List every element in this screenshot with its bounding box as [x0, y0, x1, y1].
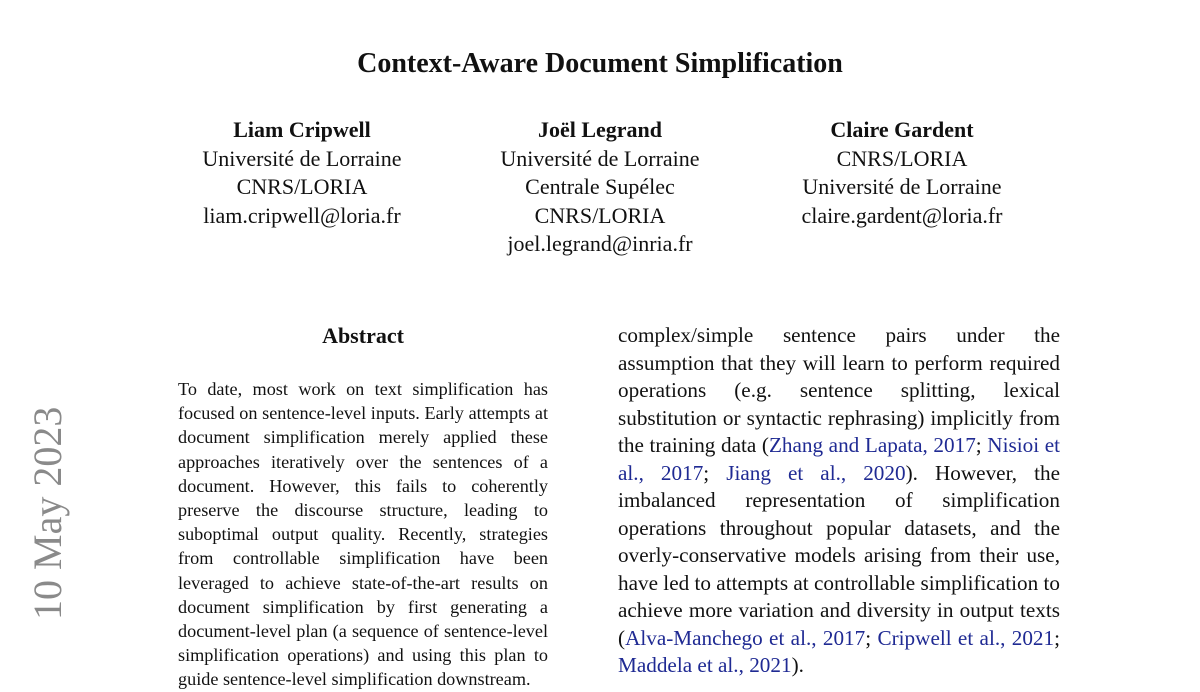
author-affiliation: CNRS/LORIA — [236, 174, 368, 199]
author-affiliation: Université de Lorraine — [802, 174, 1002, 199]
abstract-text: To date, most work on text simplification has focused on sentence-level inputs. Early attempts at document simplification merely applied these approaches iteratively over the sentences of a document. However, this fails to coherently preserve the discourse structure, leading to suboptimal output quality. Recently, strategies from controllable simplification have been leveraged to achieve state-of-the-art results on document simplification by first generating a document-level plan (a sequence of sentence-level simplification operations) and using this plan to guide sentence-level simplification downstream. — [178, 379, 548, 690]
author-email: liam.cripwell@loria.fr — [203, 202, 401, 228]
author-affiliation: Université de Lorraine — [500, 145, 700, 171]
citation-link[interactable]: Alva-Manchego et al., 2017 — [625, 625, 866, 650]
citation-link[interactable]: Nisioi et al., 2017 — [618, 433, 1060, 485]
citation-separator: ; — [865, 625, 878, 650]
author-affiliation: Université de Lorraine — [202, 145, 402, 171]
author-affiliation: CNRS/LORIA — [836, 145, 968, 171]
citation-separator: ; — [1054, 625, 1061, 650]
abstract-heading: Abstract — [322, 323, 404, 348]
author-block-1 — [172, 116, 432, 230]
author-name: Liam Cripwell — [233, 117, 371, 142]
author-affiliation: CNRS/LORIA — [534, 202, 666, 228]
body-text: ). — [791, 653, 804, 677]
body-text: complex/simple sentence pairs under the assumption that they will learn to perform required operations (e.g. sentence splitting, lexical substitution or syntactic rephrasing) implicitly from the training data ( — [618, 323, 1060, 457]
arxiv-side-date: 10 May 2023 — [25, 406, 70, 620]
author-name: Claire Gardent — [830, 117, 974, 142]
author-block-2 — [470, 116, 730, 259]
author-email: claire.gardent@loria.fr — [801, 202, 1003, 228]
author-email: joel.legrand@inria.fr — [507, 231, 693, 256]
citation-link[interactable]: Jiang et al., 2020 — [726, 460, 906, 485]
citation-separator: ; — [703, 460, 727, 485]
intro-paragraph — [618, 322, 1060, 680]
body-text: ). However, the imbalanced representation of simplification operations throughout popular datasets, and the overly-conservative models arising from their use, have led to attempts at controllable simplification to achieve more variation and diversity in output texts ( — [618, 460, 1060, 650]
citation-link[interactable]: Zhang and Lapata, 2017 — [768, 433, 976, 457]
citation-link[interactable]: Cripwell et al., 2021 — [877, 625, 1055, 650]
paper-title: Context-Aware Document Simplification — [357, 48, 843, 79]
author-affiliation: Centrale Supélec — [525, 174, 675, 199]
author-name: Joël Legrand — [537, 117, 663, 142]
author-block-3 — [772, 116, 1032, 230]
citation-link[interactable]: Maddela et al., 2021 — [618, 653, 792, 677]
citation-separator: ; — [975, 433, 988, 457]
